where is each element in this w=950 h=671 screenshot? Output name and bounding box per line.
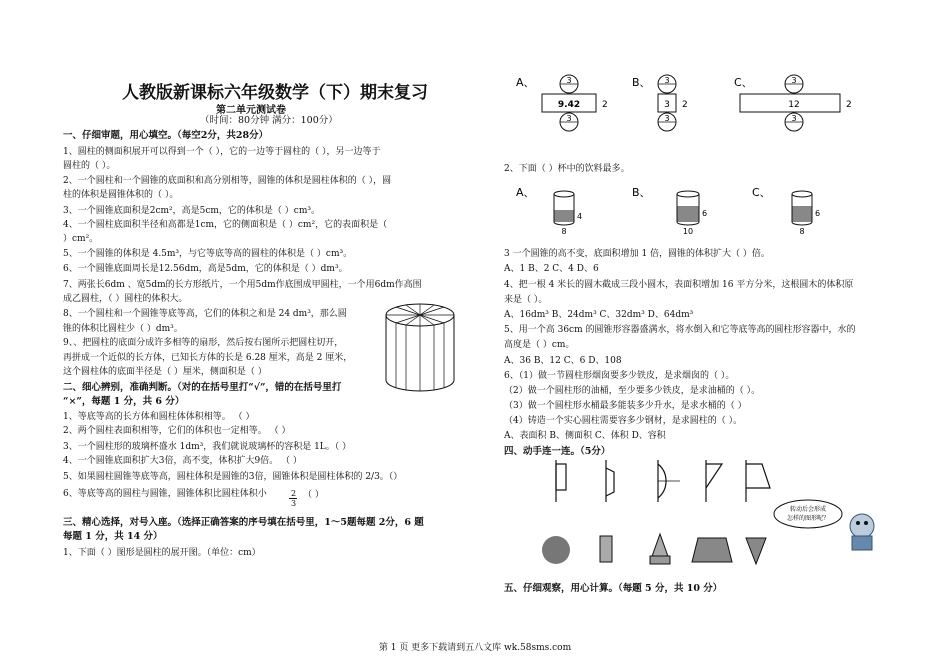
right-line: A、36 B、12 C、6 D、108	[504, 356, 622, 366]
left-line: 4、一个圆柱底面积半径和高都是1cm，它的侧面积是（ ）cm²，它的表面积是（	[63, 220, 388, 230]
cup-b-base: 10	[682, 227, 694, 236]
left-line: 三、精心选择，对号入座。（选择正确答案的序号填在括号里，1～5题每题 2分，6 题	[63, 517, 424, 528]
left-line: 成乙圆柱，（ ）圆柱的体积大。	[63, 294, 188, 304]
left-line: 5、一个圆锥的体积是 4.5m³，与它等底等高的圆柱的体积是（ ）cm³。	[63, 249, 353, 259]
net-a-top: 3	[566, 76, 572, 85]
net-a-bottom: 3	[566, 114, 572, 123]
left-line: ）cm²。	[63, 234, 99, 244]
left-line: 一、仔细审题，用心填空。（每空2分，共28分）	[63, 130, 269, 141]
right-line: A、16dm³ B、24dm³ C、32dm³ D、64dm³	[504, 310, 694, 320]
cut-cylinder-figure	[380, 300, 460, 400]
left-line: 锥的体积比圆柱少（ ）dm³。	[63, 324, 183, 334]
left-line: 柱的体积是圆锥体积的（ ）。	[63, 190, 179, 200]
cup-c-label: C、	[752, 186, 771, 199]
left-line: 1、圆柱的侧面积展开可以得到一个（ ），它的一边等于圆柱的（ ），另一边等于	[63, 147, 381, 157]
cup-c-side: 6	[815, 209, 821, 218]
cup-a-label: A、	[516, 186, 535, 199]
right-line: （4）铸造一个实心圆柱需要容多少钢材，是求圆柱的（ ）。	[504, 416, 743, 426]
right-line: （2）做一个圆柱形的油桶，至少要多少铁皮，是求油桶的（ ）。	[504, 386, 761, 396]
q6-bracket: （ ）	[303, 490, 324, 500]
net-c-mid: 12	[788, 100, 800, 110]
net-b-side: 2	[682, 100, 688, 110]
left-line: 1、等底等高的长方体和圆柱体体积相等。 （ ）	[63, 412, 255, 422]
svg-text:怎样的图形呢？: 怎样的图形呢？	[786, 515, 830, 522]
cup-b-side: 6	[702, 209, 708, 218]
left-line: 这个圆柱体的底面半径是（ ）厘米，侧面积是（ ）	[63, 367, 267, 377]
left-line: 3、一个圆锥底面积是2cm²，高是5cm，它的体积是（ ）cm³。	[63, 206, 320, 216]
left-line: 7、两张长6dm 、宽5dm的长方形纸片，一个用5dm作底围成甲圆柱，一个用6dm作高围	[63, 280, 422, 290]
cups-figure	[512, 180, 852, 238]
left-line: “×”，每题 1 分，共 6 分）	[63, 396, 185, 407]
left-line: 4、一个圆锥底面积扩大3倍，高不变，体积扩大9倍。 （ ）	[63, 456, 302, 466]
cartoon-bubble	[772, 496, 892, 556]
fraction-denominator: 3	[291, 499, 297, 508]
cup-a-base: 8	[561, 227, 567, 236]
right-line: 6、（1）做一节圆柱形烟囱要多少铁皮，是求烟囱的（ ）。	[504, 371, 735, 381]
right-line: A、表面积 B、侧面积 C、体积 D、容积	[504, 431, 666, 441]
left-line: 3、一个圆柱形的玻璃杯盛水 1dm³，我们就说玻璃杯的容积是 1L。（ ）	[63, 442, 352, 452]
page-footer: 第 1 页 更多下载请到五八文库 wk.58sms.com	[378, 643, 572, 653]
net-a-mid: 9.42	[557, 100, 581, 110]
right-line: 四、动手连一连。（5分）	[504, 446, 611, 457]
right-line: 来是（ ）。	[504, 295, 548, 305]
right-line: （3）做一个圆柱形水桶最多能装多少升水，是求水桶的（ ）	[504, 401, 747, 411]
cup-a-side: 4	[577, 212, 583, 221]
net-b-label: B、	[632, 76, 651, 89]
right-line: 3 一个圆锥的高不变，底面积增加 1 倍，圆锥的体积扩大（ ）倍。	[504, 249, 770, 259]
net-c-label: C、	[734, 76, 753, 89]
page-title: 人教版新课标六年级数学（下）期末复习	[122, 83, 428, 103]
page-subtitle: 第二单元测试卷	[216, 105, 286, 116]
net-a-label: A、	[516, 76, 535, 89]
left-line: 6、一个圆锥底面周长是12.56dm，高是5dm，它的体积是（ ）dm³。	[63, 264, 348, 274]
fraction-numerator: 2	[291, 489, 297, 498]
right-line: 4、把一根 4 米长的圆木截成三段小圆木，表面积增加 16 平方分米，这根圆木的体积原	[504, 280, 854, 290]
net-b-mid: 3	[664, 100, 670, 110]
net-c-side: 2	[846, 100, 852, 110]
time-info: （时间：80分钟 满分：100分）	[200, 115, 338, 126]
right-line: A、1 B、2 C、4 D、6	[504, 264, 599, 274]
net-c-bottom: 3	[791, 114, 797, 123]
cylinder-nets-figure	[512, 72, 862, 134]
left-line: 5、如果圆柱圆锥等底等高，圆柱体积是圆锥的3倍，圆锥体积是圆柱体积的 2/3。（）	[63, 472, 403, 482]
q2-text: 2、下面（ ）杯中的饮料最多。	[504, 164, 630, 174]
left-line: 6、等底等高的圆柱与圆锥，圆锥体积比圆柱体积小	[63, 489, 267, 499]
left-line: 1、下面（ ）图形是圆柱的展开图。（单位：cm）	[63, 548, 261, 558]
left-line: 再拼成一个近似的长方体，已知长方体的长是 6.28 厘米，高是 2 厘米，	[63, 353, 353, 363]
right-line: 5、用一个高 36cm 的圆锥形容器盛满水，将水倒入和它等底等高的圆柱形容器中，水的	[504, 325, 856, 335]
cup-b-label: B、	[632, 186, 651, 199]
net-b-top: 3	[664, 76, 670, 85]
net-b-bottom: 3	[664, 114, 670, 123]
cartoon-character-icon	[850, 514, 874, 538]
left-line: 9、、把圆柱的底面分成许多相等的扇形，然后按右图所示把圆柱切开，	[63, 338, 344, 348]
section5-heading: 五、仔细观察，用心计算。（每题 5 分，共 10 分）	[504, 583, 723, 594]
net-a-side: 2	[602, 100, 608, 110]
left-line: 圆柱的（ ）。	[63, 161, 116, 171]
svg-text:转动后会形成: 转动后会形成	[789, 506, 827, 513]
net-c-top: 3	[791, 76, 797, 85]
cup-c-base: 8	[799, 227, 805, 236]
left-line: 2、两个圆柱表面积相等，它们的体积也一定相等。 （ ）	[63, 426, 291, 436]
left-line: 8、一个圆柱和一个圆锥等底等高，它们的体积之和是 24 dm³，那么圆	[63, 309, 347, 319]
right-line: 高度是（ ）cm。	[504, 340, 575, 350]
left-line: 每题 1 分，共 14 分）	[63, 531, 163, 542]
left-line: 2、一个圆柱和一个圆锥的底面积和高分别相等，圆锥的体积是圆柱体积的（ ），圆	[63, 176, 392, 186]
left-line: 二、细心辨别，准确判断。（对的在括号里打“√”，错的在括号里打	[63, 382, 342, 393]
